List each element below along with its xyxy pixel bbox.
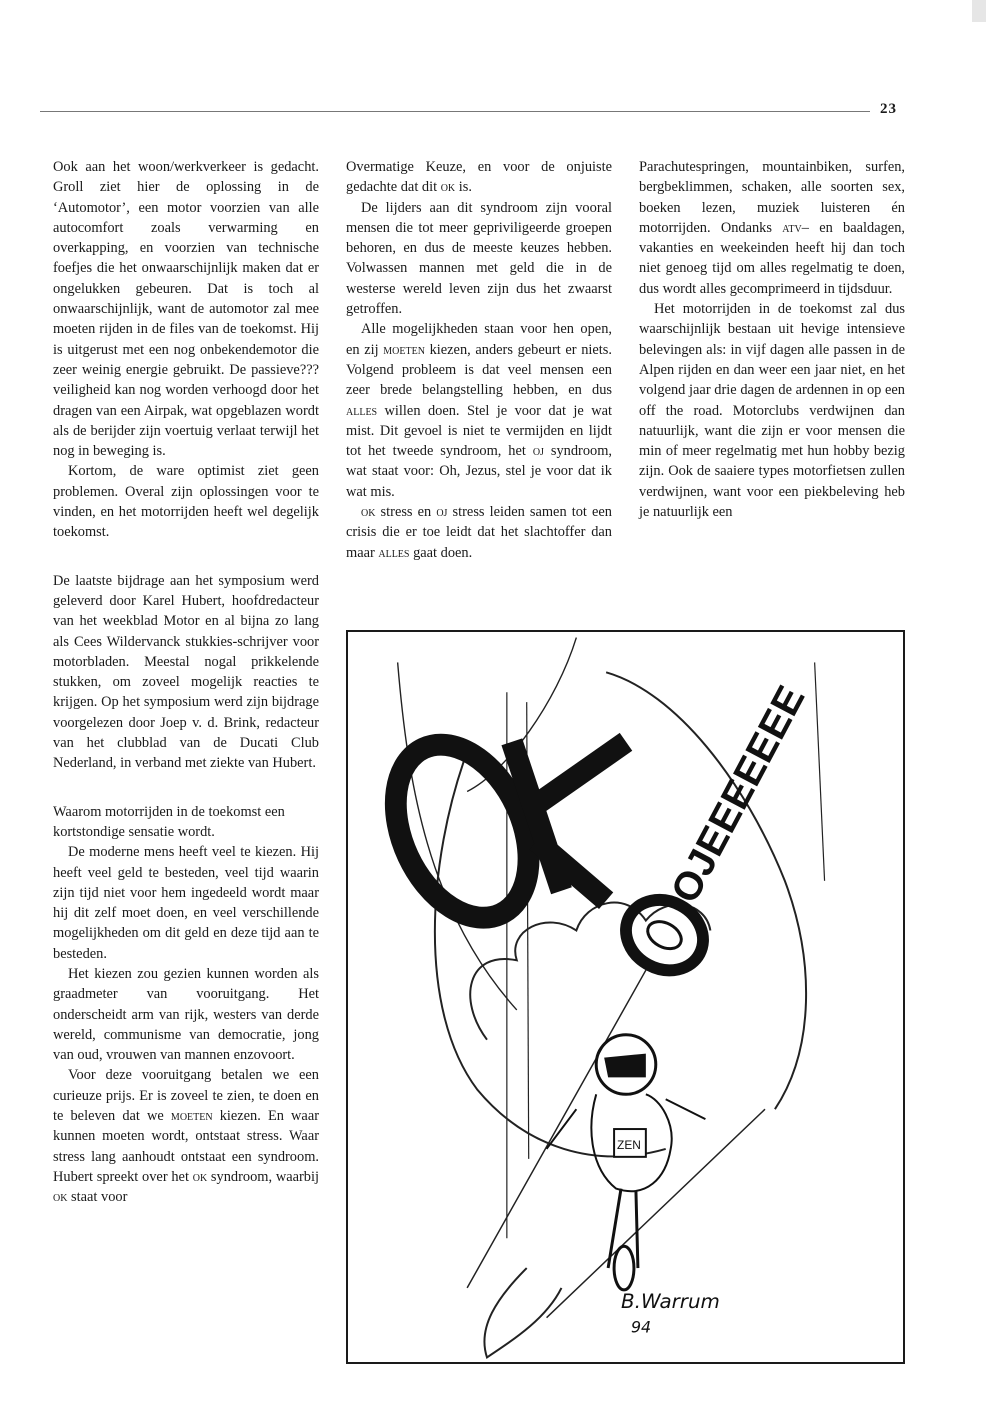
paragraph: Parachutespringen, mountainbiken, surfen, bergbeklimmen, schaken, alle soorten sex, boeken lezen, muziek luisteren én motorrijden. Ondanks atv– en baaldagen, vakanties en weekeinden heeft hij dan toch niet genoeg tijd om alles regelmatig te doen, dus wordt alles gecomprimeerd in tijdsduur. <box>639 159 905 297</box>
paragraph: Voor deze vooruitgang betalen we een curieuze prijs. Er is zoveel te zien, te doen en te beleven dat we moeten kiezen. En waar kunnen moeten wordt, ontstaat stress. Waar stress lang aanhoudt ontstaat een syndroom. Hubert spreekt over het ok syndroom, waarbij ok staat voor <box>53 1067 320 1206</box>
column-2 <box>346 157 612 563</box>
oje-lettering <box>614 671 831 984</box>
plate-text: ZEN <box>617 1137 641 1152</box>
subheading: Waarom motorrijden in de toekomst een kortstondige sensatie wordt. <box>53 803 285 840</box>
paragraph: De lijders aan dit syndroom zijn vooral mensen die tot meer gepriviligeerde groepen behoren, en dus de meeste keuzes hebben. Volwassen mannen met geld die in de westerse wereld leven zijn dus het zwaarst getroffen. <box>346 199 612 318</box>
signature: B.Warrum <box>621 1289 720 1313</box>
oje-text: OJEEEEEEE <box>662 678 814 910</box>
paragraph: Het kiezen zou gezien kunnen worden als graadmeter van vooruitgang. Het onderscheidt arm van rijk, westers van derde wereld, communisme van democratie, jong van oud, vrouwen van mannen enzovoort. <box>53 965 319 1064</box>
page-number: 23 <box>880 101 897 117</box>
ok-lettering <box>370 704 626 939</box>
header-rule <box>40 111 870 112</box>
paragraph: Kortom, de ware optimist ziet geen problemen. Overal zijn oplossingen voor te vinden, en het motorrijden heeft wel degelijk toekomst. <box>53 463 319 541</box>
paragraph: Ook aan het woon/werkverkeer is gedacht. Groll ziet hier de oplossing in de ‘Automotor’, een motor voorzien van alle autocomfort zoals verwarming en overkapping, en voorzien van technische foefjes die het onwaarschijnlijk maken dat er ongelukken gebeuren. Dat is toch al onwaarschijnlijk, want de automotor zal mee moeten rijden in de files van de toekomst. Hij is uitgerust met een nog onbekendemotor die zeer weinig energie gebruikt. De passieve??? veiligheid kan nog worden verhoogd door het dragen van een Airpak, wat opgeblazen wordt als de berijder zijn voertuig verlaat terwijl het nog in beweging is. <box>53 159 319 460</box>
paragraph: De laatste bijdrage aan het symposium werd geleverd door Karel Hubert, hoofdredacteur van het weekblad Motor en al bijna zo lang als Cees Wildervanck stukkies-schrijver voor motorbladen. Meestal nogal prikkelende stukken, om zoveel mogelijk reacties te krijgen. Op het symposium werd zijn bijdrage voorgelezen door Joep v. d. Brink, redacteur van het clubblad van de Ducati Club Nederland, in verband met ziekte van Hubert. <box>53 572 319 772</box>
motorcycle-rider <box>547 1035 706 1290</box>
column-3 <box>639 157 905 522</box>
cartoon-illustration <box>346 630 905 1364</box>
parachute-rider-drawing <box>348 632 903 1362</box>
paragraph: De moderne mens heeft veel te kiezen. Hij heeft veel geld te besteden, veel tijd waarin zijn tijd niet voor hem ingedeeld wordt maar hij dit zelf moet doen, en veel verschillende mogelijkheden om dit geld en deze tijd aan te besteden. <box>53 844 319 962</box>
paragraph: Het motorrijden in de toekomst zal dus waarschijnlijk bestaan uit hevige intensieve belevingen als: in vijf dagen alle passen in de Alpen rijden en dan weer een jaar niet, en het volgend jaar drie dagen de ardennen in op een off the road. Motorclubs verdwijnen dan natuurlijk, want die zijn er voor mensen die min of meer regelmatig met hun hobby bezig zijn. Ook de saaiere types motorfietsen zullen verdwijnen, want voor een piekbeleving heb je natuurlijk een <box>639 301 905 521</box>
paragraph: ok stress en oj stress leiden samen tot een crisis die er toe leidt dat het slachtoffer dan maar alles gaat doen. <box>346 504 612 561</box>
scan-corner-mark <box>972 0 986 22</box>
signature-year: 94 <box>630 1317 652 1337</box>
column-1 <box>53 157 319 1208</box>
paragraph: Alle mogelijkheden staan voor hen open, en zij moeten kiezen, anders gebeurt er niets. Volgend probleem is dat veel mensen een zeer brede belangstelling hebben, en dus alles willen doen. Stel je voor dat je wat mist. Dit gevoel is niet te vermijden en lijdt tot het tweede syndroom, het oj syndroom, wat staat voor: Oh, Jezus, stel je voor dat ik wat mis. <box>346 321 613 500</box>
paragraph: Overmatige Keuze, en voor de onjuiste gedachte dat dit ok is. <box>346 159 612 196</box>
